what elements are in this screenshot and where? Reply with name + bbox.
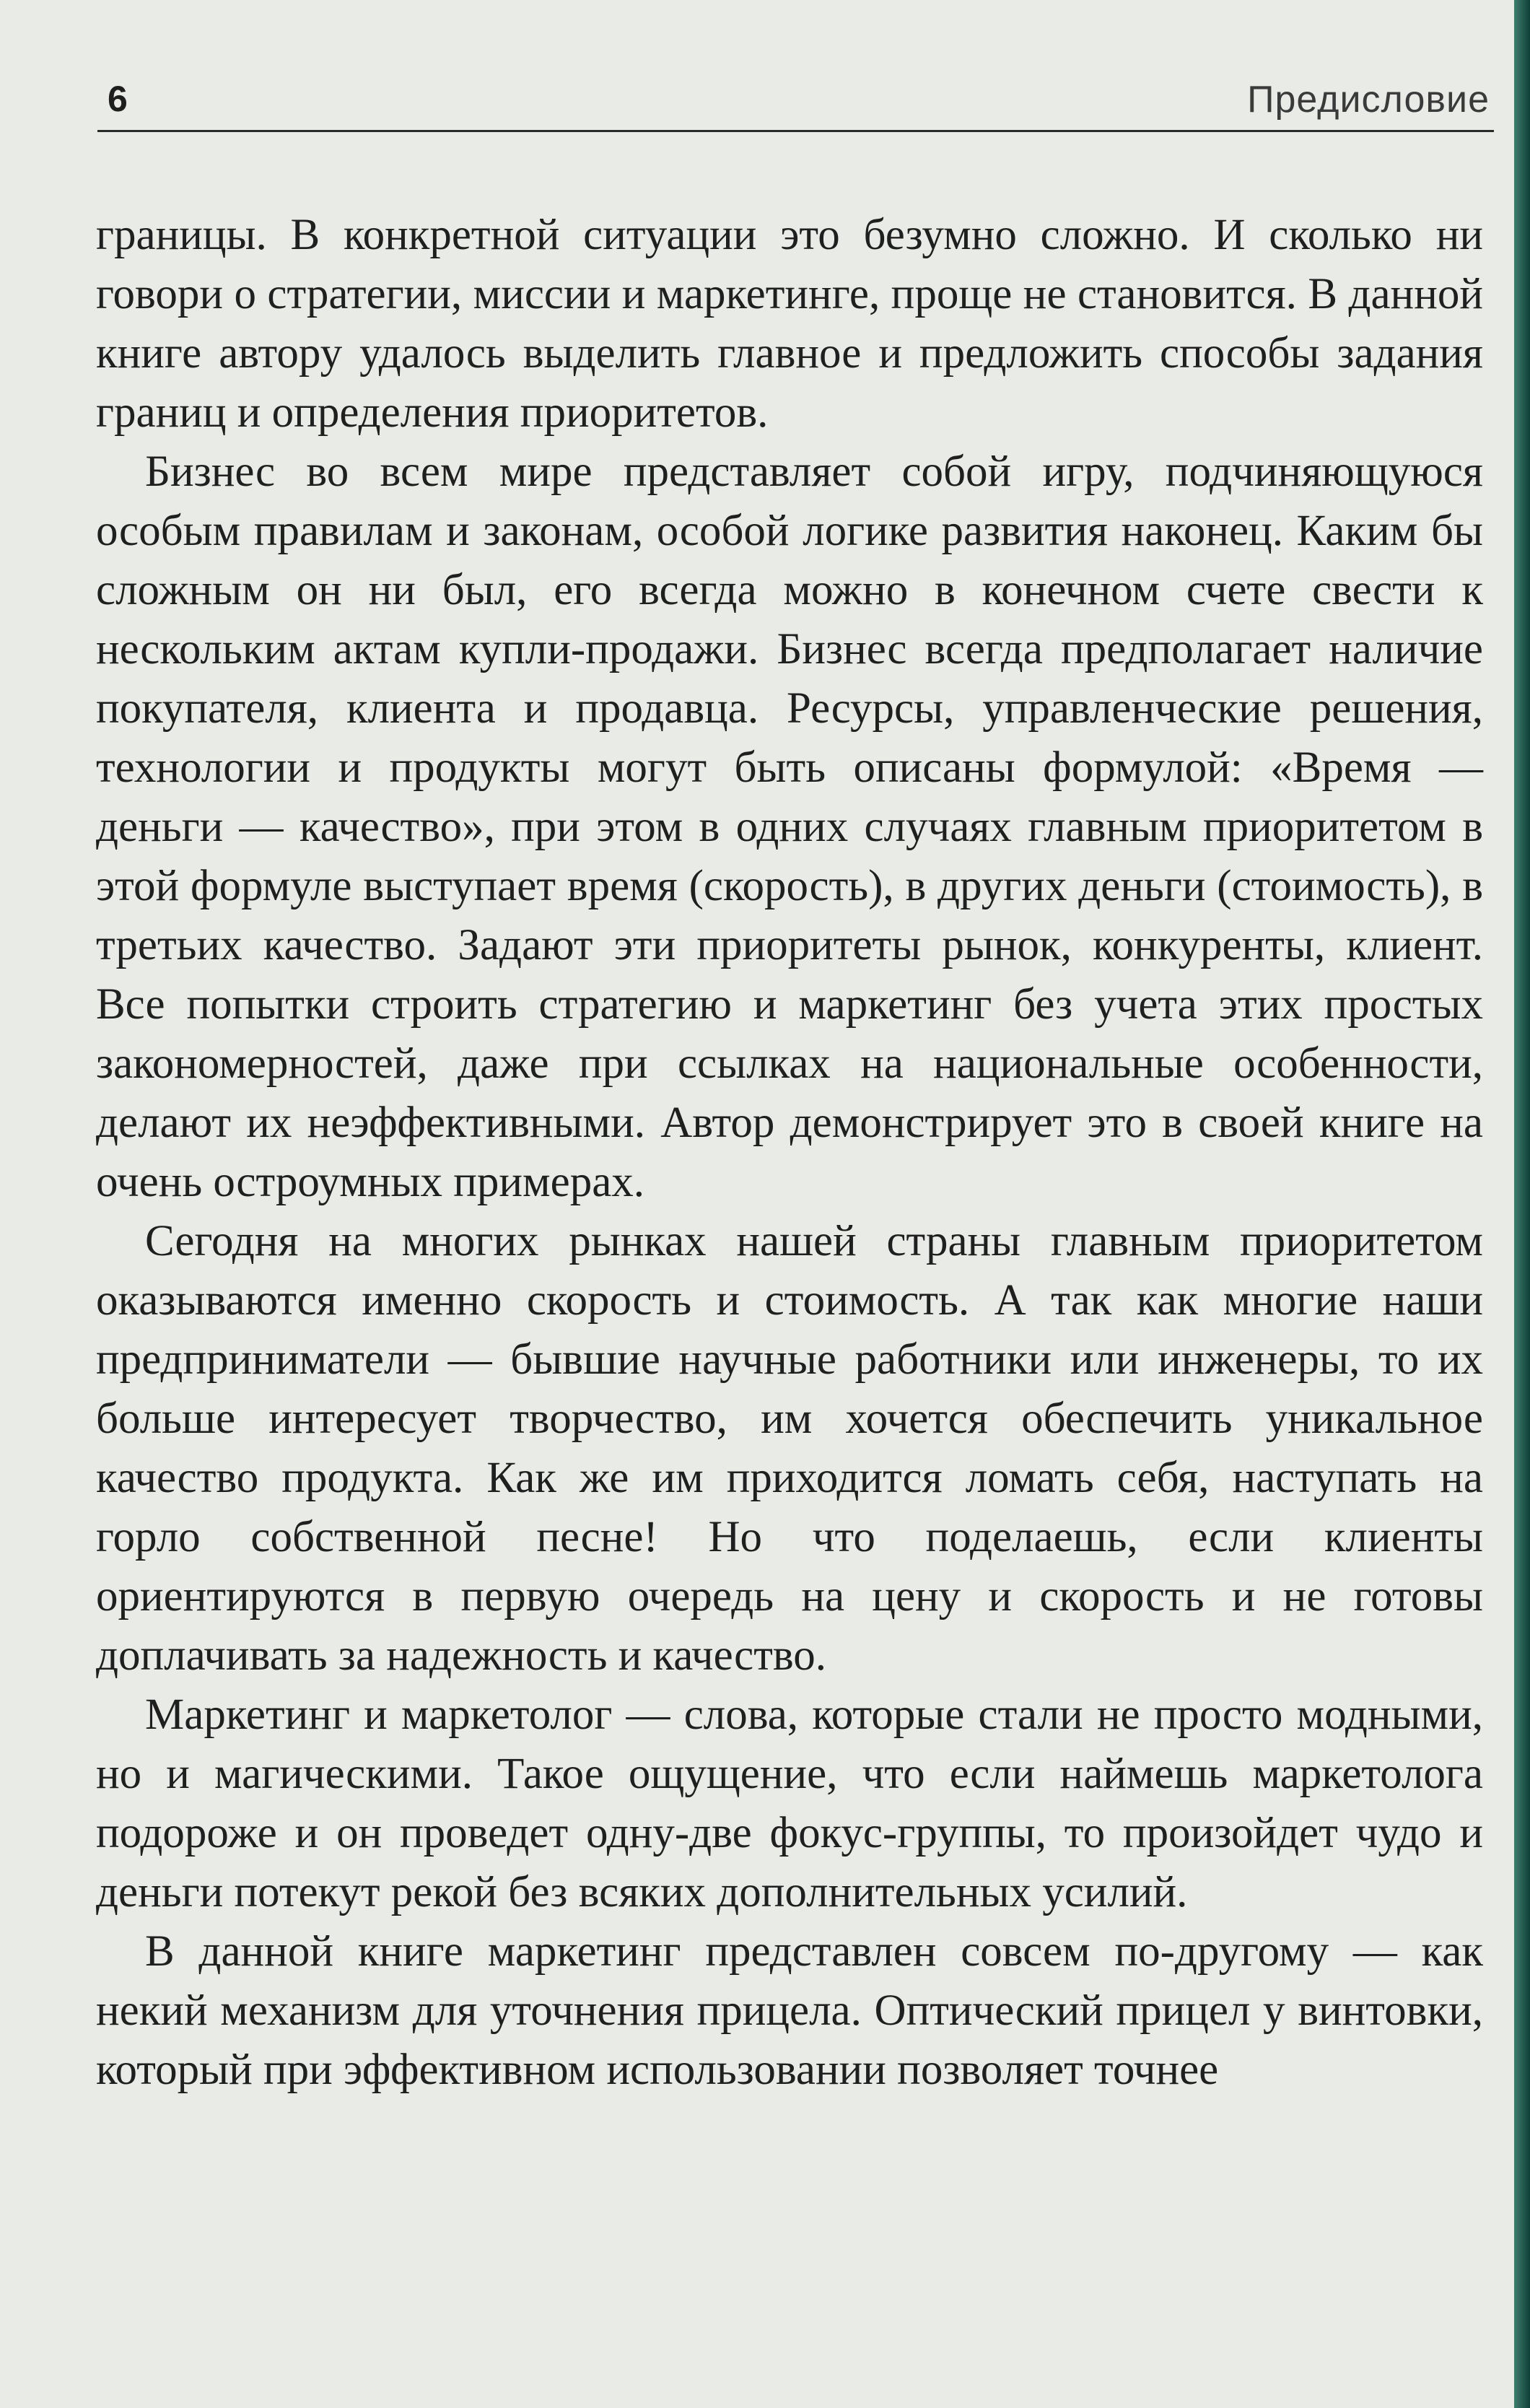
page-number: 6 <box>108 79 128 119</box>
paragraph: границы. В конкретной ситуации это безумно сложно. И сколько ни говори о стратегии, миссии и маркетинге, проще не становится. В данной книге автору удалось выделить главное и предложить способы задания границ и определения приоритетов. <box>96 211 1483 437</box>
paragraph: Сегодня на многих рынках нашей страны главным приоритетом оказываются именно скорость и стоимость. А так как многие наши предприниматели — бывшие научные работники или инженеры, то их больше интересует творчество, им хочется обеспечить уникальное качество продукта. Как же им приходится ломать себя, наступать на горло собственной песне! Но что поделаешь, если клиенты ориентируются в первую очередь на цену и скорость и не готовы доплачивать за надежность и качество. <box>96 1217 1483 1680</box>
page-edge-background <box>1514 0 1530 2408</box>
running-head: Предисловие <box>1247 79 1490 121</box>
paragraph: В данной книге маркетинг представлен совсем по-другому — как некий механизм для уточнения прицела. Оптический прицел у винтовки, который при эффективном использовании позволяет точнее <box>96 1927 1483 2094</box>
page-header <box>97 72 1494 132</box>
paragraph: Бизнес во всем мире представляет собой игру, подчиняющуюся особым правилам и законам, особой логике развития наконец. Каким бы сложным он ни был, его всегда можно в конечном счете свести к нескольким актам купли-продажи. Бизнес всегда предполагает наличие покупателя, клиента и продавца. Ресурсы, управленческие решения, технологии и продукты могут быть описаны формулой: «Время — деньги — качество», при этом в одних случаях главным приоритетом в этой формуле выступает время (скорость), в других деньги (стоимость), в третьих качество. Задают эти приоритеты рынок, конкуренты, клиент. Все попытки строить стратегию и маркетинг без учета этих простых закономерностей, даже при ссылках на национальные особенности, делают их неэффективными. Автор демонстрирует это в своей книге на очень остроумных примерах. <box>96 448 1483 1206</box>
body-text <box>96 206 1483 2100</box>
paragraph: Маркетинг и маркетолог — слова, которые стали не просто модными, но и магическими. Такое ощущение, что если наймешь маркетолога подороже и он проведет одну-две фокус-группы, то произойдет чудо и деньги потекут рекой без всяких дополнительных усилий. <box>96 1691 1483 1916</box>
